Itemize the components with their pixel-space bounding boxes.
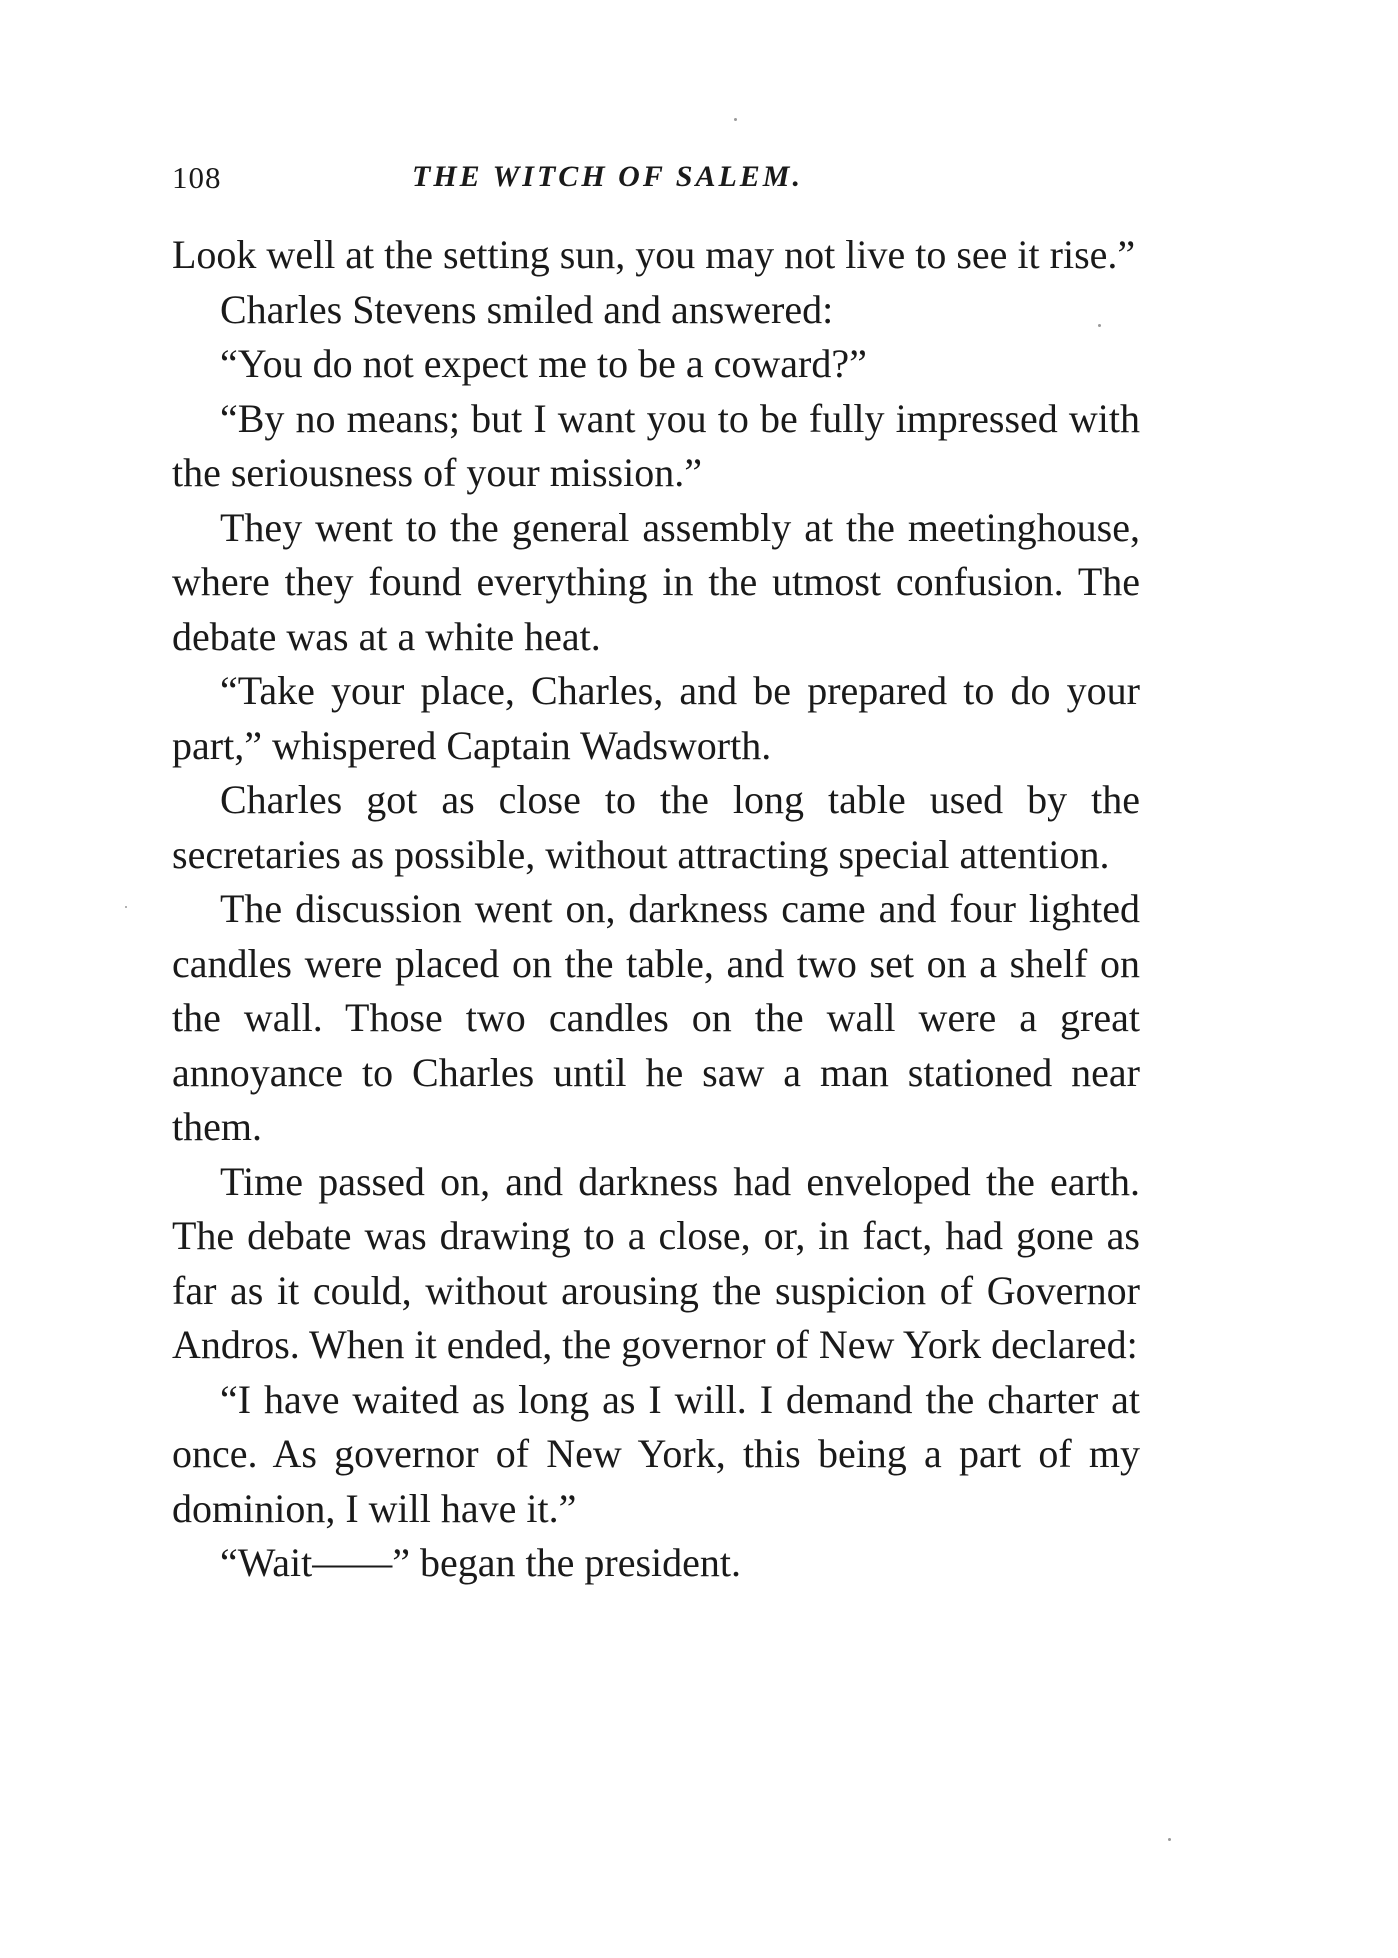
paragraph: Look well at the setting sun, you may not live to see it rise.” [172, 232, 1136, 277]
paragraph: “You do not expect me to be a coward?” [220, 341, 867, 386]
print-speck [734, 118, 737, 121]
paragraph: Time passed on, and darkness had enveloped the earth. The debate was drawing to a close, or, in fact, had gone as far as it could, without arousing the suspicion of Governor Andros. When it ended, the governor of New York declared: [172, 1158, 1140, 1367]
print-speck [1098, 324, 1101, 327]
running-title: THE WITCH OF SALEM. [412, 160, 803, 193]
running-head [172, 160, 1132, 210]
paragraph: “Wait——” began the president. [220, 1540, 742, 1585]
print-speck [1168, 1838, 1171, 1841]
paragraph: Charles got as close to the long table used by the secretaries as possible, without attracting special attention. [172, 777, 1140, 877]
paragraph: “By no means; but I want you to be fully impressed with the seriousness of your mission.” [172, 395, 1140, 495]
paragraph: “Take your place, Charles, and be prepared to do your part,” whispered Captain Wadsworth. [172, 668, 1140, 768]
paragraph: “I have waited as long as I will. I demand the charter at once. As governor of New York, this being a part of my dominion, I will have it.” [172, 1376, 1140, 1531]
body-text [172, 228, 1140, 1591]
paragraph: The discussion went on, darkness came and four lighted candles were placed on the table, and two set on a shelf on the wall. Those two candles on the wall were a great annoyance to Charles until he saw a man stationed near them. [172, 886, 1140, 1149]
print-speck [125, 906, 127, 908]
paragraph: They went to the general assembly at the meetinghouse, where they found everything in the utmost confusion. The debate was at a white heat. [172, 504, 1140, 659]
paragraph: Charles Stevens smiled and answered: [220, 286, 834, 332]
page-number: 108 [172, 160, 222, 195]
